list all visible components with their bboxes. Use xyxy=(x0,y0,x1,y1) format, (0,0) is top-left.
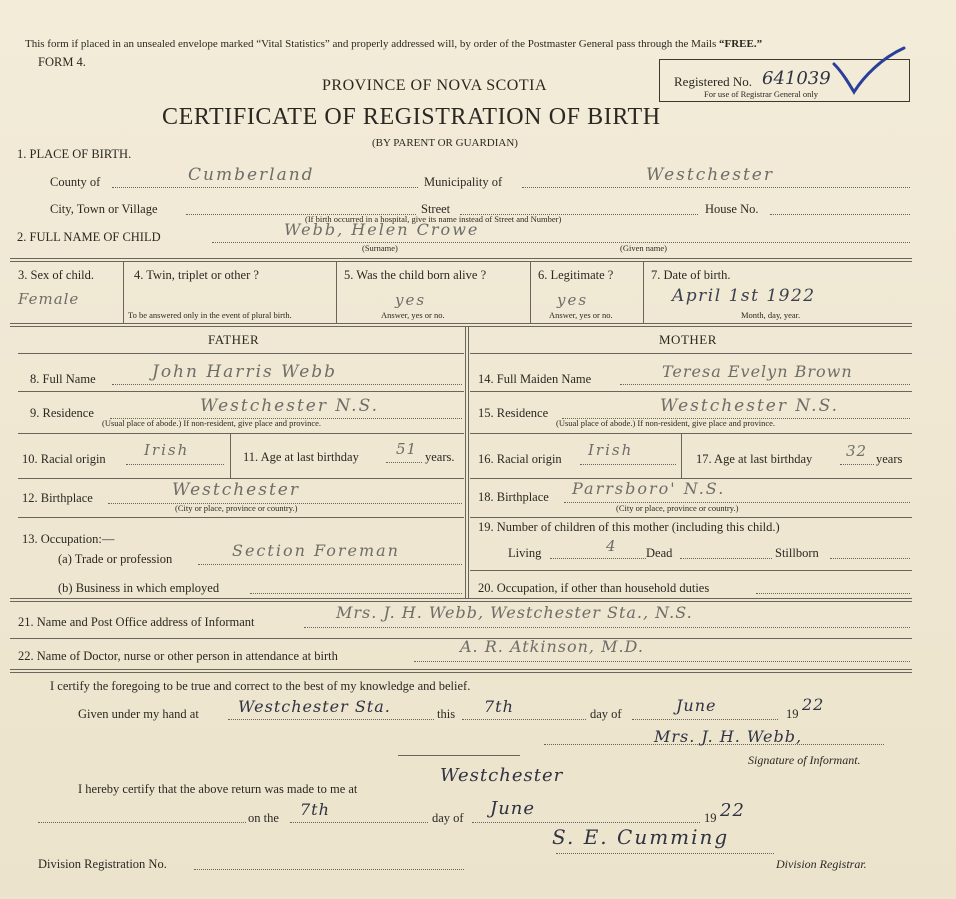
check-mark-icon xyxy=(828,46,908,96)
mother-children-label: 19. Number of children of this mother (including this child.) xyxy=(478,520,780,534)
informant-signature: Mrs. J. H. Webb, xyxy=(654,727,803,746)
form-number: FORM 4. xyxy=(38,55,86,69)
county-label: County of xyxy=(50,175,101,189)
child-name-label: 2. FULL NAME OF CHILD xyxy=(17,230,161,244)
born-alive-note: Answer, yes or no. xyxy=(381,310,445,320)
mother-birthplace-value: Parrsboro' N.S. xyxy=(572,479,726,498)
father-racial-value: Irish xyxy=(144,441,190,459)
informant-value: Mrs. J. H. Webb, Westchester Sta., N.S. xyxy=(336,603,693,622)
given-under-label: Given under my hand at xyxy=(78,707,199,721)
province-heading: PROVINCE OF NOVA SCOTIA xyxy=(322,77,548,94)
sex-label: 3. Sex of child. xyxy=(18,268,95,282)
given-month-value: June xyxy=(676,696,717,715)
mother-age-value: 32 xyxy=(846,442,868,460)
dob-note: Month, day, year. xyxy=(741,310,801,320)
mother-occupation-label: 20. Occupation, if other than household duties xyxy=(478,581,710,595)
county-value: Cumberland xyxy=(188,165,315,185)
born-alive-value: yes xyxy=(395,291,427,309)
registered-value: 641039 xyxy=(762,68,831,89)
mother-residence-note: (Usual place of abode.) If non-resident, give place and province. xyxy=(556,418,776,428)
informant-signature-label: Signature of Informant. xyxy=(748,753,861,767)
legitimate-label: 6. Legitimate ? xyxy=(538,268,614,282)
place-of-birth-label: 1. PLACE OF BIRTH. xyxy=(17,147,132,161)
twin-label: 4. Twin, triplet or other ? xyxy=(134,268,259,282)
mother-stillborn-label: Stillborn xyxy=(775,546,819,560)
legitimate-value: yes xyxy=(557,291,589,309)
mother-name-value: Teresa Evelyn Brown xyxy=(662,362,853,381)
father-name-value: John Harris Webb xyxy=(152,362,338,382)
city-label: City, Town or Village xyxy=(50,202,158,216)
municipality-label: Municipality of xyxy=(424,175,503,189)
father-age-label: 11. Age at last birthday xyxy=(243,450,359,464)
mother-age-unit: years xyxy=(876,452,903,466)
street-note: (If birth occurred in a hospital, give its name instead of Street and Number) xyxy=(305,214,562,224)
father-residence-label: 9. Residence xyxy=(30,406,94,420)
on-the-label: on the xyxy=(248,811,279,825)
mother-dead-label: Dead xyxy=(646,546,673,560)
father-name-label: 8. Full Name xyxy=(30,372,96,386)
given-place-value: Westchester Sta. xyxy=(238,697,391,716)
child-name-value: Webb, Helen Crowe xyxy=(284,220,480,239)
surname-note: (Surname) xyxy=(362,243,398,253)
father-heading: FATHER xyxy=(208,332,260,347)
mother-birthplace-note: (City or place, province or country.) xyxy=(616,503,739,513)
registrar-use-note: For use of Registrar General only xyxy=(704,89,819,99)
father-age-value: 51 xyxy=(396,440,418,458)
registrar-statement: I hereby certify that the above return was made to me at xyxy=(78,782,358,796)
certification-statement: I certify the foregoing to be true and correct to the best of my knowledge and belief. xyxy=(50,679,471,693)
father-residence-note: (Usual place of abode.) If non-resident, give place and province. xyxy=(102,418,322,428)
registrar-month-value: June xyxy=(490,798,536,819)
mother-heading: MOTHER xyxy=(659,332,717,347)
mother-living-label: Living xyxy=(508,546,542,560)
father-business-label: (b) Business in which employed xyxy=(58,581,220,595)
father-trade-value: Section Foreman xyxy=(232,541,400,560)
mother-residence-value: Westchester N.S. xyxy=(660,396,840,416)
dob-label: 7. Date of birth. xyxy=(651,268,731,282)
attendant-label: 22. Name of Doctor, nurse or other person in attendance at birth xyxy=(18,649,338,663)
registrar-day-value: 7th xyxy=(300,800,330,819)
father-birthplace-value: Westchester xyxy=(172,480,300,500)
given-year-value: 22 xyxy=(802,695,825,714)
mother-age-label: 17. Age at last birthday xyxy=(696,452,813,466)
informant-label: 21. Name and Post Office address of Informant xyxy=(18,615,255,629)
certificate-subtitle: (BY PARENT OR GUARDIAN) xyxy=(372,137,518,149)
dob-value: April 1st 1922 xyxy=(672,286,816,306)
house-label: House No. xyxy=(705,202,759,216)
mail-free-text: “FREE.” xyxy=(718,38,763,50)
given-year-prefix: 19 xyxy=(786,707,799,721)
registrar-year-prefix: 19 xyxy=(704,811,717,825)
mother-name-label: 14. Full Maiden Name xyxy=(478,372,592,386)
mail-notice xyxy=(25,37,762,51)
father-racial-label: 10. Racial origin xyxy=(22,452,106,466)
father-birthplace-note: (City or place, province or country.) xyxy=(175,503,298,513)
legitimate-note: Answer, yes or no. xyxy=(549,310,613,320)
sex-value: Female xyxy=(18,290,80,308)
division-registration-label: Division Registration No. xyxy=(38,857,167,871)
father-trade-label: (a) Trade or profession xyxy=(58,552,173,566)
division-registrar-label: Division Registrar. xyxy=(776,857,867,871)
attendant-value: A. R. Atkinson, M.D. xyxy=(460,637,644,656)
registered-label: Registered No. xyxy=(674,74,752,89)
given-day-of-label: day of xyxy=(590,707,622,721)
born-alive-label: 5. Was the child born alive ? xyxy=(344,268,487,282)
registrar-place-value: Westchester xyxy=(440,765,564,786)
father-residence-value: Westchester N.S. xyxy=(200,396,380,416)
this-label: this xyxy=(437,707,456,721)
twin-note: To be answered only in the event of plural birth. xyxy=(128,310,292,320)
father-occupation-label: 13. Occupation:— xyxy=(22,532,115,546)
registrar-day-of-label: day of xyxy=(432,811,464,825)
street-label: Street xyxy=(421,202,451,216)
father-age-unit: years. xyxy=(425,450,455,464)
mother-racial-label: 16. Racial origin xyxy=(478,452,562,466)
mother-birthplace-label: 18. Birthplace xyxy=(478,490,549,504)
mother-residence-label: 15. Residence xyxy=(478,406,549,420)
mother-racial-value: Irish xyxy=(588,441,634,459)
registrar-year-value: 22 xyxy=(720,800,745,821)
mother-living-value: 4 xyxy=(606,537,618,555)
certificate-title: CERTIFICATE OF REGISTRATION OF BIRTH xyxy=(162,104,661,130)
municipality-value: Westchester xyxy=(646,165,774,185)
given-name-note: (Given name) xyxy=(620,243,667,253)
father-birthplace-label: 12. Birthplace xyxy=(22,491,93,505)
mail-notice-text: This form if placed in an unsealed envelope marked “Vital Statistics” and properly addressed will, by order of the Postmaster General pass through the Mails xyxy=(25,38,717,50)
given-day-value: 7th xyxy=(484,697,514,716)
registered-box xyxy=(659,59,910,102)
registrar-signature: S. E. Cumming xyxy=(552,825,730,849)
